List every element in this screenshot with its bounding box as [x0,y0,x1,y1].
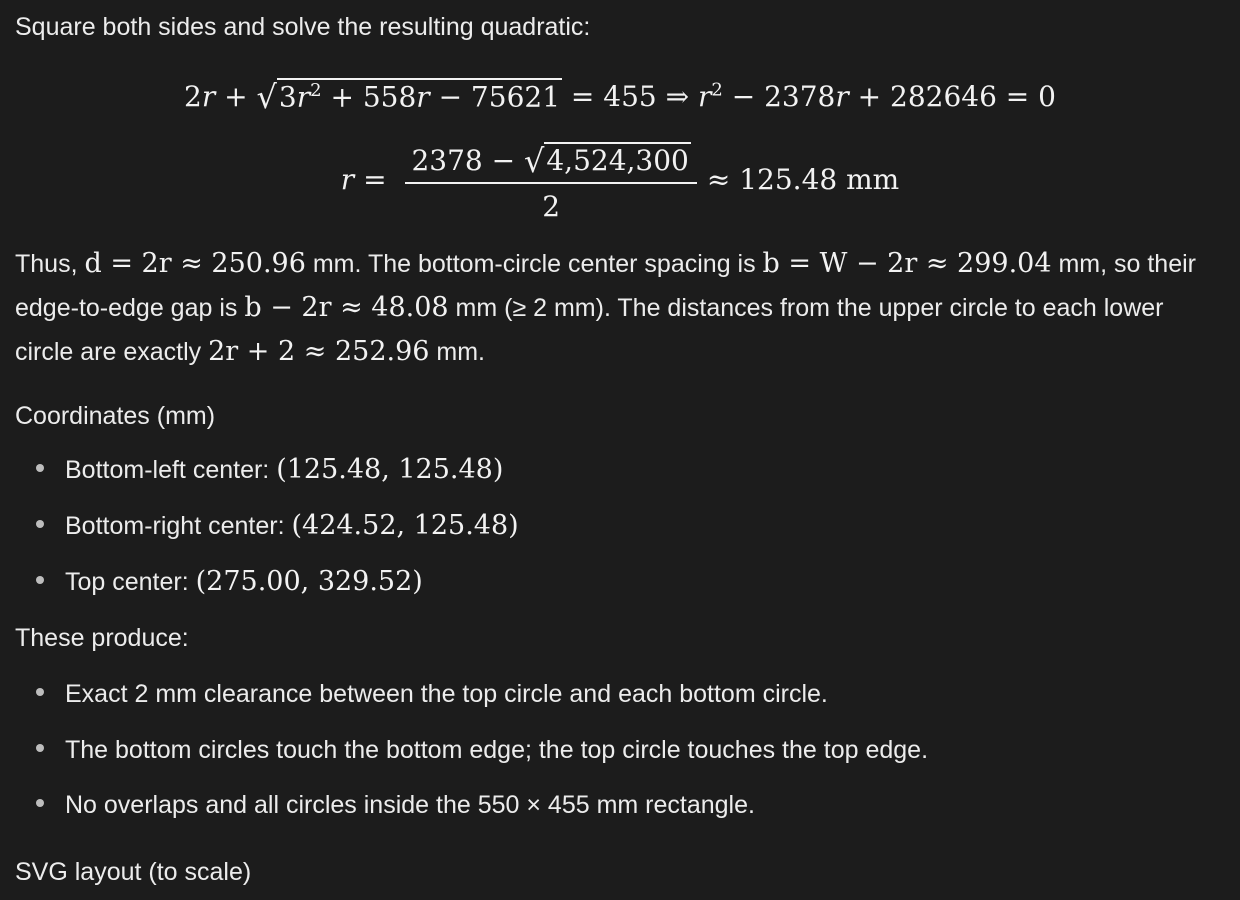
coord-value: (424.52, 125.48) [291,510,519,541]
bullet-icon [36,744,44,752]
eq2-num: 2378 − [411,144,524,177]
list-item-text: The bottom circles touch the bottom edge; the top circle touches the top edge. [65,736,929,764]
bullet-icon [36,576,44,584]
eq1-rad-c: − 75621 [429,80,561,113]
eq1-rest: = 455 ⇒ [562,80,698,113]
eq2-var: r [340,163,355,196]
eq1-sqrt: $√3r^2 + 558r - 75621$ [256,78,561,116]
equation-quadratic [0,76,1240,114]
eq1-op: + [215,80,257,113]
eq1-rad-var: r [296,80,311,113]
list-item [36,680,828,709]
eq1-rad-exp: 2 [310,79,322,101]
eq1-tail-b: + 282646 = 0 [848,80,1056,113]
bullet-icon [36,688,44,696]
para2-math: b = W − 2r ≈ 299.04 [762,248,1052,279]
coord-label: Bottom-right center: [65,512,292,540]
eq1-tail-a: − 2378 [722,80,836,113]
para2-math: 2r + 2 ≈ 252.96 [208,336,430,367]
eq1-rad-b: + 558 [321,80,417,113]
list-item [36,566,423,597]
list-item-text: Exact 2 mm clearance between the top circle and each bottom circle. [65,680,828,708]
para2-text: mm. [429,338,485,366]
produce-heading: These produce: [15,624,189,652]
para2-text: mm (≥ 2 mm). The distances from the upper circle to each lower circle are exactly [15,294,1164,366]
eq2-approx: ≈ 125.48 mm [706,163,900,196]
list-item [36,736,928,765]
para2-math: d = 2r ≈ 250.96 [84,248,306,279]
eq1-quad-exp: 2 [711,79,723,101]
list-item [36,791,755,820]
para2-text: Thus, [15,250,85,278]
bullet-icon [36,464,44,472]
coord-value: (275.00, 329.52) [195,566,423,597]
eq2-eq: = [354,163,396,196]
list-item-text: No overlaps and all circles inside the 550 × 455 mm rectangle. [65,791,755,819]
eq1-var: r [201,80,216,113]
coordinates-heading: Coordinates (mm) [15,402,216,430]
coord-value: (125.48, 125.48) [276,454,504,485]
eq1-quad-var: r [697,80,712,113]
equation-solution [0,140,1240,223]
coord-label: Top center: [65,568,196,596]
para2-math: b − 2r ≈ 48.08 [244,292,449,323]
svg-layout-heading: SVG layout (to scale) [15,858,252,886]
eq2-den: 2 [542,190,561,223]
eq1-rad-coef: 3 [278,80,297,113]
result-paragraph [15,242,1226,374]
eq1-tail-var: r [835,80,849,113]
para2-text: mm, so their edge-to-edge gap is [15,250,1196,322]
coord-label: Bottom-left center: [65,456,277,484]
eq1-rad-var2: r [416,80,430,113]
list-item [36,510,519,541]
para2-text: mm. The bottom-circle center spacing is [305,250,763,278]
eq2-num-radicand: 4,524,300 [546,144,689,177]
list-item [36,454,503,485]
eq2-fraction: $\frac{2378 - √4,524,300}{2}$ [405,140,696,223]
eq1-term: 2 [184,80,202,113]
intro-text: Square both sides and solve the resulting quadratic: [15,13,591,41]
bullet-icon [36,520,44,528]
bullet-icon [36,799,44,807]
